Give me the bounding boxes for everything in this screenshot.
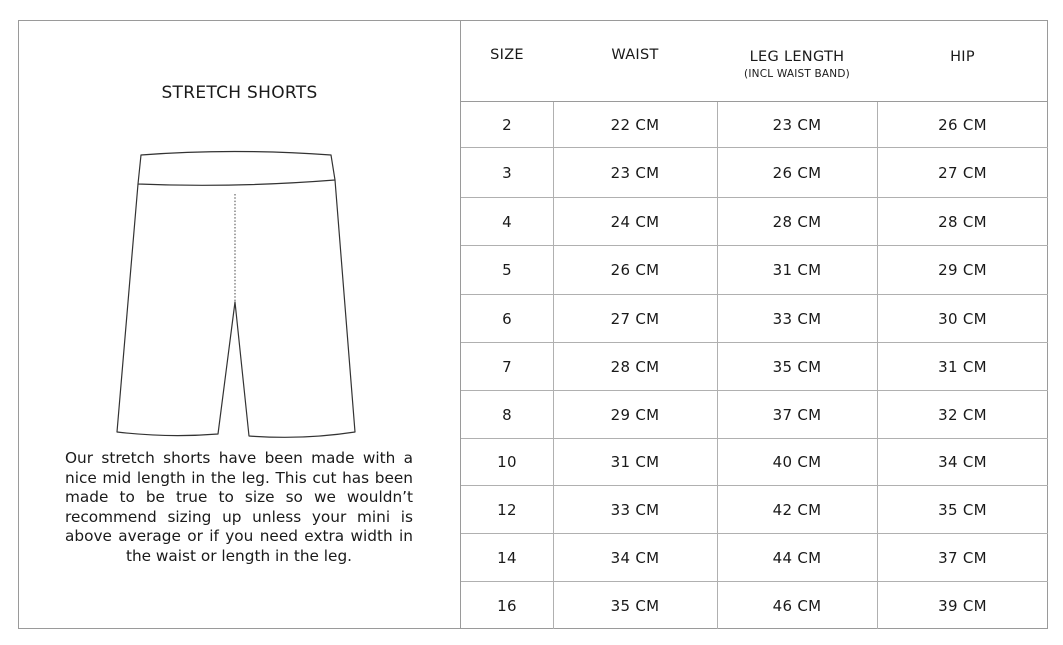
cell-waist: 31 CM <box>610 453 660 471</box>
table-row <box>461 343 1048 391</box>
cell-waist: 33 CM <box>610 500 660 519</box>
header-size: SIZE <box>490 47 524 63</box>
table-row <box>461 582 1048 629</box>
cell-waist: 26 CM <box>610 261 660 279</box>
cell-waist: 23 CM <box>610 163 660 182</box>
header-leg-length-label: LEG LENGTH <box>749 49 845 65</box>
size-table <box>461 20 1048 629</box>
cell-hip: 35 CM <box>938 500 987 519</box>
cell-hip: 31 CM <box>938 357 987 376</box>
cell-waist: 27 CM <box>610 309 660 328</box>
cell-size: 8 <box>502 405 512 424</box>
cell-leg-length: 28 CM <box>772 212 822 231</box>
table-row <box>461 246 1048 295</box>
cell-waist: 34 CM <box>610 548 660 567</box>
cell-leg-length: 44 CM <box>772 548 822 567</box>
cell-hip: 32 CM <box>938 405 987 424</box>
cell-size: 3 <box>502 163 512 182</box>
cell-leg-length: 37 CM <box>772 405 822 424</box>
table-body <box>461 102 1048 629</box>
cell-hip: 30 CM <box>938 309 987 328</box>
table-row <box>461 295 1048 343</box>
header-leg-length <box>717 49 877 80</box>
cell-size: 2 <box>502 115 512 134</box>
table-row <box>461 391 1048 439</box>
cell-size: 10 <box>497 453 517 471</box>
cell-waist: 22 CM <box>610 115 660 134</box>
cell-hip: 26 CM <box>938 115 987 134</box>
shorts-illustration <box>113 132 363 442</box>
header-leg-length-note: (INCL WAIST BAND) <box>744 68 850 80</box>
cell-leg-length: 26 CM <box>772 163 822 182</box>
cell-hip: 37 CM <box>938 548 987 567</box>
table-row <box>461 534 1048 582</box>
cell-size: 6 <box>502 309 512 328</box>
cell-hip: 27 CM <box>938 163 987 182</box>
cell-size: 16 <box>497 596 517 615</box>
cell-size: 5 <box>502 261 512 279</box>
cell-hip: 39 CM <box>938 596 987 615</box>
product-description: Our stretch shorts have been made with a nice mid length in the leg. This cut has been made to be true to size so we wouldn’t recommend sizing up unless your mini is above average or if you need extra width in the waist or length in the leg. <box>65 449 413 565</box>
cell-leg-length: 33 CM <box>772 309 822 328</box>
cell-waist: 29 CM <box>610 405 660 424</box>
table-row <box>461 102 1048 148</box>
cell-leg-length: 40 CM <box>772 453 822 471</box>
cell-leg-length: 23 CM <box>772 115 822 134</box>
product-panel <box>18 20 461 629</box>
cell-hip: 28 CM <box>938 212 987 231</box>
header-waist: WAIST <box>611 47 659 63</box>
cell-leg-length: 31 CM <box>772 261 822 279</box>
cell-size: 12 <box>497 500 517 519</box>
table-row <box>461 198 1048 246</box>
table-row <box>461 486 1048 534</box>
cell-leg-length: 46 CM <box>772 596 822 615</box>
cell-leg-length: 35 CM <box>772 357 822 376</box>
cell-hip: 34 CM <box>938 453 987 471</box>
cell-size: 4 <box>502 212 512 231</box>
cell-hip: 29 CM <box>938 261 987 279</box>
cell-leg-length: 42 CM <box>772 500 822 519</box>
table-header-row <box>461 20 1048 102</box>
cell-size: 7 <box>502 357 512 376</box>
cell-size: 14 <box>497 548 517 567</box>
header-hip: HIP <box>950 49 975 65</box>
cell-waist: 24 CM <box>610 212 660 231</box>
cell-waist: 35 CM <box>610 596 660 615</box>
cell-waist: 28 CM <box>610 357 660 376</box>
table-row <box>461 148 1048 198</box>
table-row <box>461 439 1048 486</box>
product-title: STRETCH SHORTS <box>161 83 318 103</box>
